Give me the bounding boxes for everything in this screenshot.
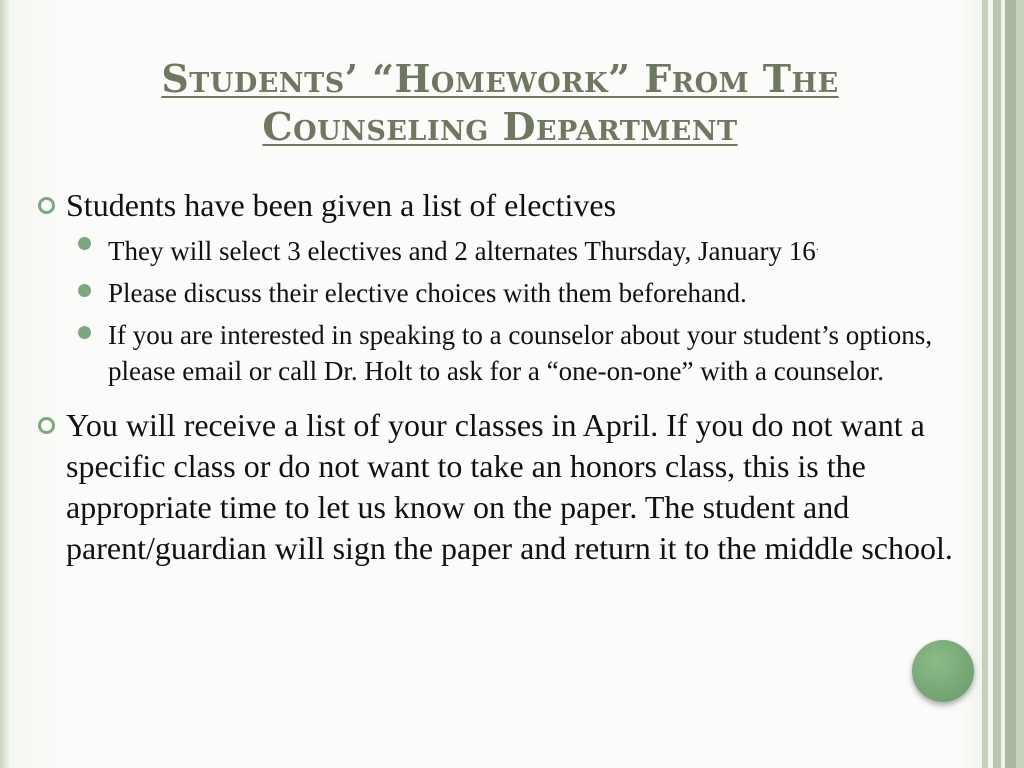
decorative-green-circle bbox=[912, 640, 974, 702]
filled-circle-bullet-icon bbox=[78, 326, 91, 339]
sub-bullet-text: Please discuss their elective choices with them beforehand. bbox=[108, 278, 747, 308]
sub-bullet-list bbox=[36, 228, 956, 389]
sub-bullet-text: If you are interested in speaking to a counselor about your student’s options, please email or call Dr. Holt to ask for a “one-on-one” with a counselor. bbox=[108, 320, 933, 386]
bullet-text: Students have been given a list of electives bbox=[66, 187, 617, 223]
superscript-period: . bbox=[815, 239, 819, 253]
right-decorative-bar bbox=[1016, 0, 1024, 768]
right-decorative-bar bbox=[1005, 0, 1016, 768]
sub-bullet-item bbox=[36, 228, 956, 269]
bullet-item bbox=[36, 405, 956, 569]
right-decorative-bar bbox=[993, 0, 1001, 768]
filled-circle-bullet-icon bbox=[78, 237, 91, 250]
left-decorative-stripe bbox=[0, 0, 9, 768]
slide-title-text: Students’ “Homework” From The Counseling Department bbox=[161, 56, 839, 149]
sub-bullet-text: They will select 3 electives and 2 alternates Thursday, January 16 bbox=[108, 236, 816, 266]
sub-bullet-item bbox=[36, 275, 956, 311]
hollow-circle-bullet-icon bbox=[38, 197, 55, 214]
bullet-item bbox=[36, 185, 956, 226]
hollow-circle-bullet-icon bbox=[38, 417, 55, 434]
bullet-text: You will receive a list of your classes in April. If you do not want a specific class or do not want to take an honors class, this is the appropriate time to let us know on the paper. The student and parent/guardian will sign the paper and return it to the middle school. bbox=[66, 407, 953, 566]
slide-title bbox=[100, 55, 900, 151]
slide-body bbox=[36, 185, 956, 569]
filled-circle-bullet-icon bbox=[78, 284, 91, 297]
sub-bullet-item bbox=[36, 317, 956, 389]
